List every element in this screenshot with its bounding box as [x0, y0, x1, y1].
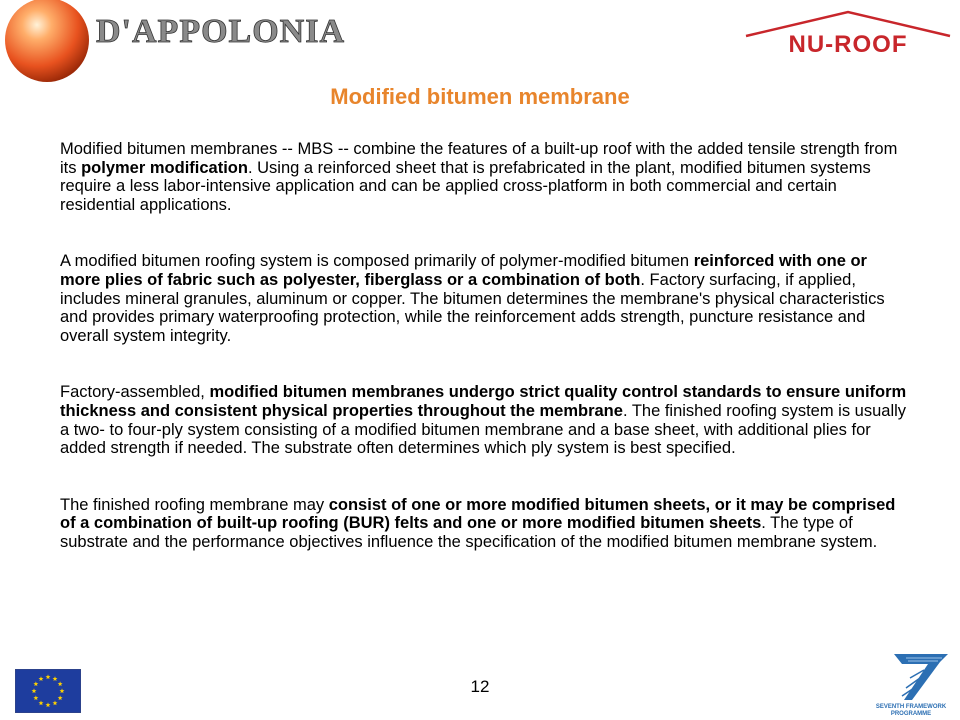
- text-run: . Using a reinforced sheet that is prefabricated in the plant, modified bitumen systems require a less labor-intensive application and can be applied cross-platform in both commercial and certain residential applications.: [60, 158, 871, 214]
- page-number: 12: [470, 677, 490, 696]
- dappolonia-wordmark: D'APPOLONIA: [96, 13, 345, 50]
- slide-title: Modified bitumen membrane: [330, 84, 630, 109]
- paragraph: [60, 252, 910, 345]
- paragraph: [60, 496, 910, 552]
- body-text: [60, 140, 910, 590]
- bold-text-run: polymer modification: [81, 158, 248, 177]
- fp7-caption-2: PROGRAMME: [890, 711, 932, 717]
- nu-roof-wordmark: NU-ROOF: [788, 31, 908, 54]
- text-run: Factory-assembled,: [60, 383, 210, 402]
- orange-sphere-icon: [5, 0, 89, 82]
- fp7-caption: SEVENTH FRAMEWORK: [875, 704, 947, 710]
- bold-text-run: modified bitumen membranes undergo strict quality control standards to ensure uniform thickness and consistent physical properties throughout the membrane: [60, 383, 907, 420]
- text-run: . The finished roofing system is usually a two- to four-ply system consisting of a modified bitumen membrane and a base sheet, with additional plies for added strength if needed. The substrate often determines which ply system is best specified.: [60, 401, 907, 458]
- paragraph: [60, 383, 910, 457]
- text-run: . The type of substrate and the performance objectives influence the specification of the modified bitumen membrane system.: [60, 514, 878, 551]
- bold-text-run: reinforced with one or more plies of fabric such as polyester, fiberglass or a combination of both: [60, 252, 867, 289]
- bold-text-run: consist of one or more modified bitumen sheets, or it may be comprised of a combination of built-up roofing (BUR) felts and one or more modified bitumen sheets: [60, 495, 896, 533]
- text-run: A modified bitumen roofing system is composed primarily of polymer-modified bitumen: [60, 252, 694, 271]
- text-run: . Factory surfacing, if applied, includes mineral granules, aluminum or copper. The bitumen determines the membrane's physical characteristics and provides primary waterproofing protection, while the reinforcement adds strength, puncture resistance and overall system integrity.: [60, 270, 885, 345]
- text-run: Modified bitumen membranes -- MBS -- combine the features of a built-up roof with the added tensile strength from its: [60, 140, 898, 177]
- paragraph: [60, 140, 910, 214]
- text-run: The finished roofing membrane may: [60, 495, 329, 514]
- nu-roof-logo: [744, 10, 954, 54]
- fp7-logo: [866, 648, 956, 718]
